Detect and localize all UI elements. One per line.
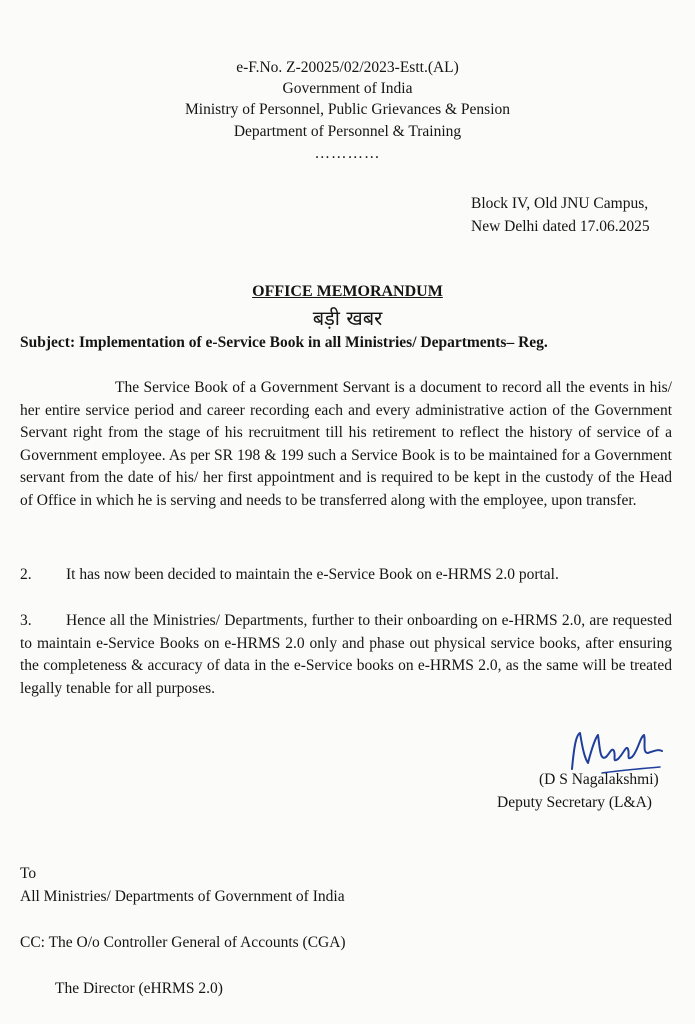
address-date-line: New Delhi dated 17.06.2025 xyxy=(471,218,650,235)
hindi-tag: बड़ी खबर xyxy=(312,306,383,330)
department-name: Department of Personnel & Training xyxy=(233,123,462,140)
cc-line: CC: The O/o Controller General of Accounts (CGA) xyxy=(20,934,346,951)
paragraph-3 xyxy=(20,610,672,700)
government-name: Government of India xyxy=(282,80,413,97)
paragraph-2-number: 2. xyxy=(20,566,32,583)
signatory-name: (D S Nagalakshmi) xyxy=(539,771,659,788)
ministry-name: Ministry of Personnel, Public Grievances & Pension xyxy=(184,101,511,118)
paragraph-3-text: Hence all the Ministries/ Departments, further to their onboarding on e-HRMS 2.0, are requested to maintain e-Service Books on e-HRMS 2.0 only and phase out physical service books, after ensuring the completeness & accuracy of data in the e-Service books on e-HRMS 2.0, as the same will be treated legally tenable for all purposes. xyxy=(20,612,672,697)
to-label: To xyxy=(20,865,37,882)
cc-second-line: The Director (eHRMS 2.0) xyxy=(55,980,223,997)
paragraph-3-number: 3. xyxy=(20,612,32,629)
subject-line: Subject: Implementation of e-Service Book in all Ministries/ Departments– Reg. xyxy=(20,334,548,351)
paragraph-1: The Service Book of a Government Servant is a document to record all the events in his/ her entire service period and career recording each and every administrative action of the Government Servant right from the stage of his recruitment till his retirement to reflect the history of service of a Government employee. As per SR 198 & 199 such a Service Book is to be maintained for a Government servant from the date of his/ her first appointment and is required to be kept in the custody of the Head of Office in which he is serving and needs to be transferred along with the employee, upon transfer. xyxy=(20,379,672,509)
paragraph-2-text: It has now been decided to maintain the e-Service Book on e-HRMS 2.0 portal. xyxy=(66,566,559,583)
header-dots: ………… xyxy=(314,145,381,162)
signatory-designation: Deputy Secretary (L&A) xyxy=(497,794,652,811)
document-title: OFFICE MEMORANDUM xyxy=(252,283,443,300)
file-number: e-F.No. Z-20025/02/2023-Estt.(AL) xyxy=(236,59,459,76)
address-line-1: Block IV, Old JNU Campus, xyxy=(471,195,649,212)
paragraph-2 xyxy=(20,564,672,587)
to-recipients: All Ministries/ Departments of Government of India xyxy=(20,888,345,905)
